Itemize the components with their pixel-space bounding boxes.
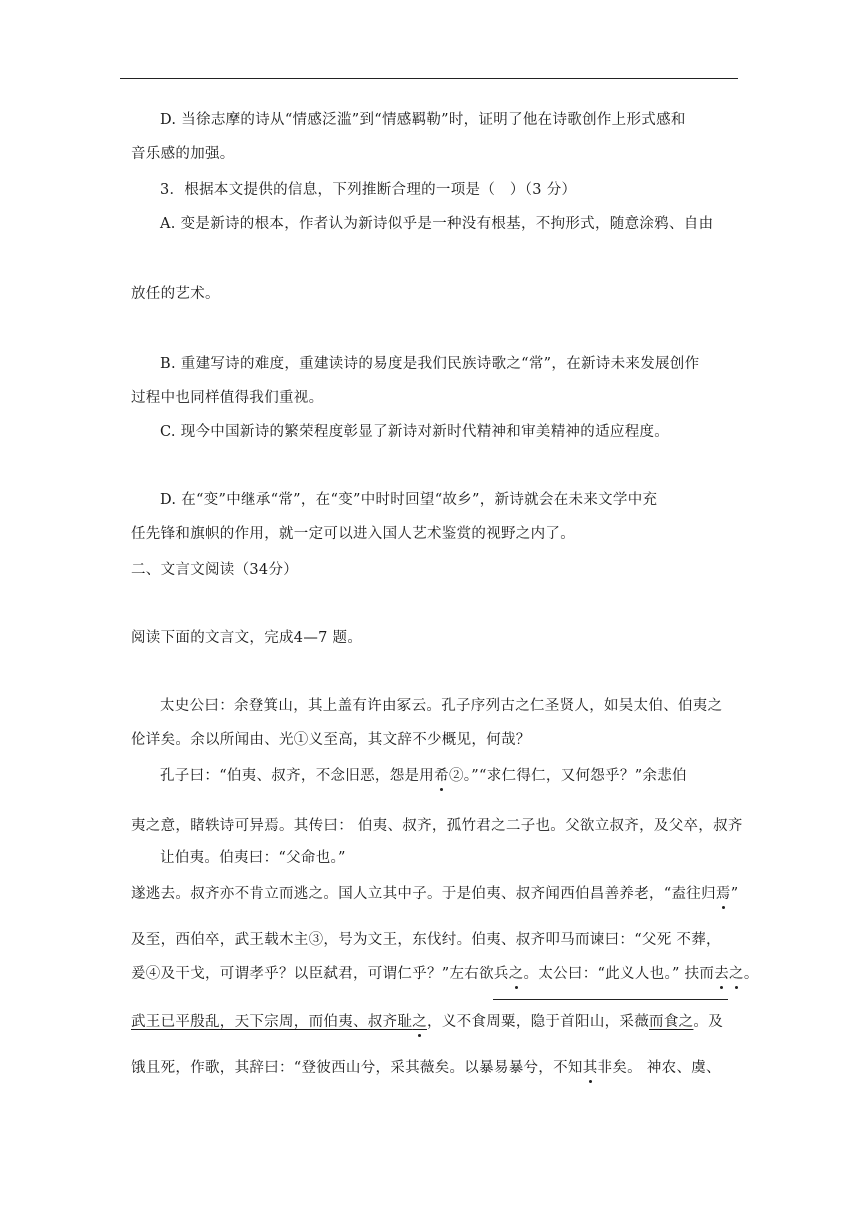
- dotted-char: 去: [714, 966, 730, 982]
- option-d2-line2: 任先锋和旗帜的作用，就一定可以进入国人艺术鉴赏的视野之内了。: [131, 526, 575, 542]
- passage-line: 饿且死，作歌，其辞曰：“登彼西山兮，采其薇矣。以暴易暴兮，不知其非矣。 神农、虞、: [131, 1060, 721, 1076]
- passage-line: 及至，西伯卒，武王载木主③，号为文王，东伐纣。伯夷、叔齐叩马而谏曰：“父死 不葬，: [131, 932, 721, 948]
- dotted-char: 其: [582, 1060, 598, 1076]
- question-3: 3．根据本文提供的信息，下列推断合理的一项是（ ）（3 分）: [160, 182, 577, 198]
- underlined-phrase: 而食之: [649, 1014, 694, 1030]
- underlined-sentence: 武王已平殷乱，天下宗周，而伯夷、叔齐耻: [131, 1014, 413, 1030]
- option-d-line2: 音乐感的加强。: [131, 146, 235, 162]
- passage-line: 爰④及干戈，可谓孝乎？以臣弑君，可谓仁乎？”左右欲兵之。太公曰：“此义人也。” 扶而去之。: [131, 966, 759, 982]
- option-d-line1: D. 当徐志摩的诗从“情感泛滥”到“情感羁勒”时，证明了他在诗歌创作上形式感和: [160, 112, 686, 128]
- section-heading: 二、文言文阅读（34分）: [131, 562, 299, 578]
- passage-line: 伦详矣。余以所闻由、光①义至高，其文辞不少概见，何哉？: [131, 732, 531, 748]
- dotted-char: 焉: [715, 886, 731, 902]
- option-d2-line1: D. 在“变”中继承“常”，在“变”中时时回望“故乡”，新诗就会在未来文学中充: [160, 492, 658, 508]
- passage-line: 太史公曰：余登箕山，其上盖有许由冢云。孔子序列古之仁圣贤人，如吴太伯、伯夷之: [160, 698, 723, 714]
- dotted-char: 之: [729, 966, 744, 982]
- underline-rule: [493, 999, 728, 1000]
- option-a-line1: A. 变是新诗的根本，作者认为新诗似乎是一种没有根基，不拘形式，随意涂鸦、自由: [160, 216, 714, 232]
- passage-line: 夷之意，睹轶诗可异焉。其传曰： 伯夷、叔齐，孤竹君之二子也。父欲立叔齐，及父卒，叔齐: [131, 818, 743, 834]
- reading-instruction: 阅读下面的文言文，完成4—7 题。: [131, 630, 363, 646]
- dotted-char: 希: [434, 768, 449, 784]
- passage-line: 让伯夷。伯夷曰：“父命也。”: [160, 850, 346, 866]
- option-c: C. 现今中国新诗的繁荣程度彰显了新诗对新时代精神和审美精神的适应程度。: [160, 424, 670, 440]
- passage-line: 武王已平殷乱，天下宗周，而伯夷、叔齐耻之，义不食周粟，隐于首阳山，采薇而食之。及: [131, 1014, 724, 1030]
- header-rule: [120, 78, 738, 79]
- dotted-char: 之: [412, 1014, 428, 1030]
- option-b-line1: B. 重建写诗的难度，重建读诗的易度是我们民族诗歌之“常”，在新诗未来发展创作: [160, 356, 700, 372]
- dotted-char: 之: [508, 966, 524, 982]
- option-b-line2: 过程中也同样值得我们重视。: [131, 390, 324, 406]
- passage-line: 孔子曰：“伯夷、叔齐，不念旧恶，怨是用希②。”“求仁得仁，又何怨乎？”余悲伯: [160, 768, 687, 784]
- passage-line: 遂逃去。叔齐亦不肯立而逃之。国人立其中子。于是伯夷、叔齐闻西伯昌善养老，“盍往归焉”: [131, 886, 739, 902]
- option-a-line2: 放任的艺术。: [131, 286, 220, 302]
